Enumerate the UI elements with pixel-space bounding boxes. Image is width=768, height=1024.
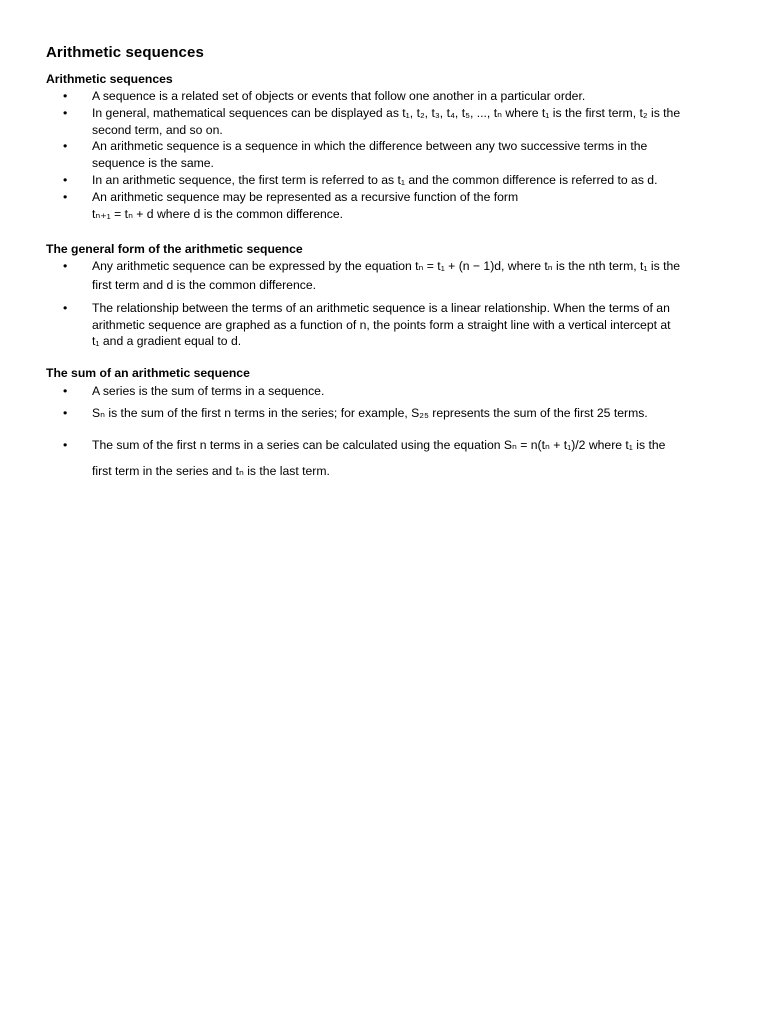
bullet-dot: • bbox=[63, 438, 68, 452]
bullet-text: In an arithmetic sequence, the first term is referred to as t₁ and the common difference is referred to as d. bbox=[92, 173, 658, 187]
section-heading-general-form: The general form of the arithmetic sequence bbox=[46, 242, 303, 256]
bullet-dot: • bbox=[63, 384, 68, 398]
bullet-text: The relationship between the terms of an arithmetic sequence is a linear relationship. When the terms of an bbox=[92, 301, 670, 315]
bullet-dot: • bbox=[63, 89, 68, 103]
bullet-dot: • bbox=[63, 106, 68, 120]
section-heading-sum-of-sequence: The sum of an arithmetic sequence bbox=[46, 366, 250, 380]
bullet-text: Any arithmetic sequence can be expressed by the equation tₙ = t₁ + (n − 1)d, where tₙ is the nth term, t₁ is the bbox=[92, 259, 681, 273]
bullet-text: A series is the sum of terms in a sequence. bbox=[92, 384, 325, 398]
bullet-text: A sequence is a related set of objects or events that follow one another in a particular order. bbox=[92, 89, 586, 103]
document-title: Arithmetic sequences bbox=[46, 44, 204, 61]
bullet-text: The sum of the first n terms in a series can be calculated using the equation Sₙ = n(tₙ + t₁)/2 where t₁ is the bbox=[92, 438, 666, 452]
bullet-text: arithmetic sequence are graphed as a function of n, the points form a straight line with a vertical intercept at bbox=[92, 317, 671, 332]
bullet-dot: • bbox=[63, 190, 68, 204]
bullet-dot: • bbox=[63, 139, 68, 153]
bullet-text: tₙ₊₁ = tₙ + d where d is the common difference. bbox=[92, 206, 344, 221]
bullet-dot: • bbox=[63, 173, 68, 187]
bullet-text: In general, mathematical sequences can be displayed as t₁, t₂, t₃, t₄, t₅, ..., tₙ where t₁ is the first term, t₂ is the bbox=[92, 106, 681, 120]
bullet-dot: • bbox=[63, 259, 68, 273]
bullet-text: Sₙ is the sum of the first n terms in the series; for example, S₂₅ represents the sum of the first 25 terms. bbox=[92, 406, 648, 420]
bullet-text: An arithmetic sequence may be represented as a recursive function of the form bbox=[92, 190, 519, 204]
bullet-text: t₁ and a gradient equal to d. bbox=[92, 334, 242, 349]
bullet-text: An arithmetic sequence is a sequence in which the difference between any two successive terms in the bbox=[92, 139, 648, 153]
bullet-text: second term, and so on. bbox=[92, 122, 223, 137]
bullet-text: first term in the series and tₙ is the last term. bbox=[92, 463, 330, 478]
bullet-dot: • bbox=[63, 406, 68, 420]
section-heading-arithmetic-sequences: Arithmetic sequences bbox=[46, 72, 173, 86]
bullet-text: sequence is the same. bbox=[92, 155, 214, 170]
bullet-text: first term and d is the common difference. bbox=[92, 277, 316, 292]
bullet-dot: • bbox=[63, 301, 68, 315]
